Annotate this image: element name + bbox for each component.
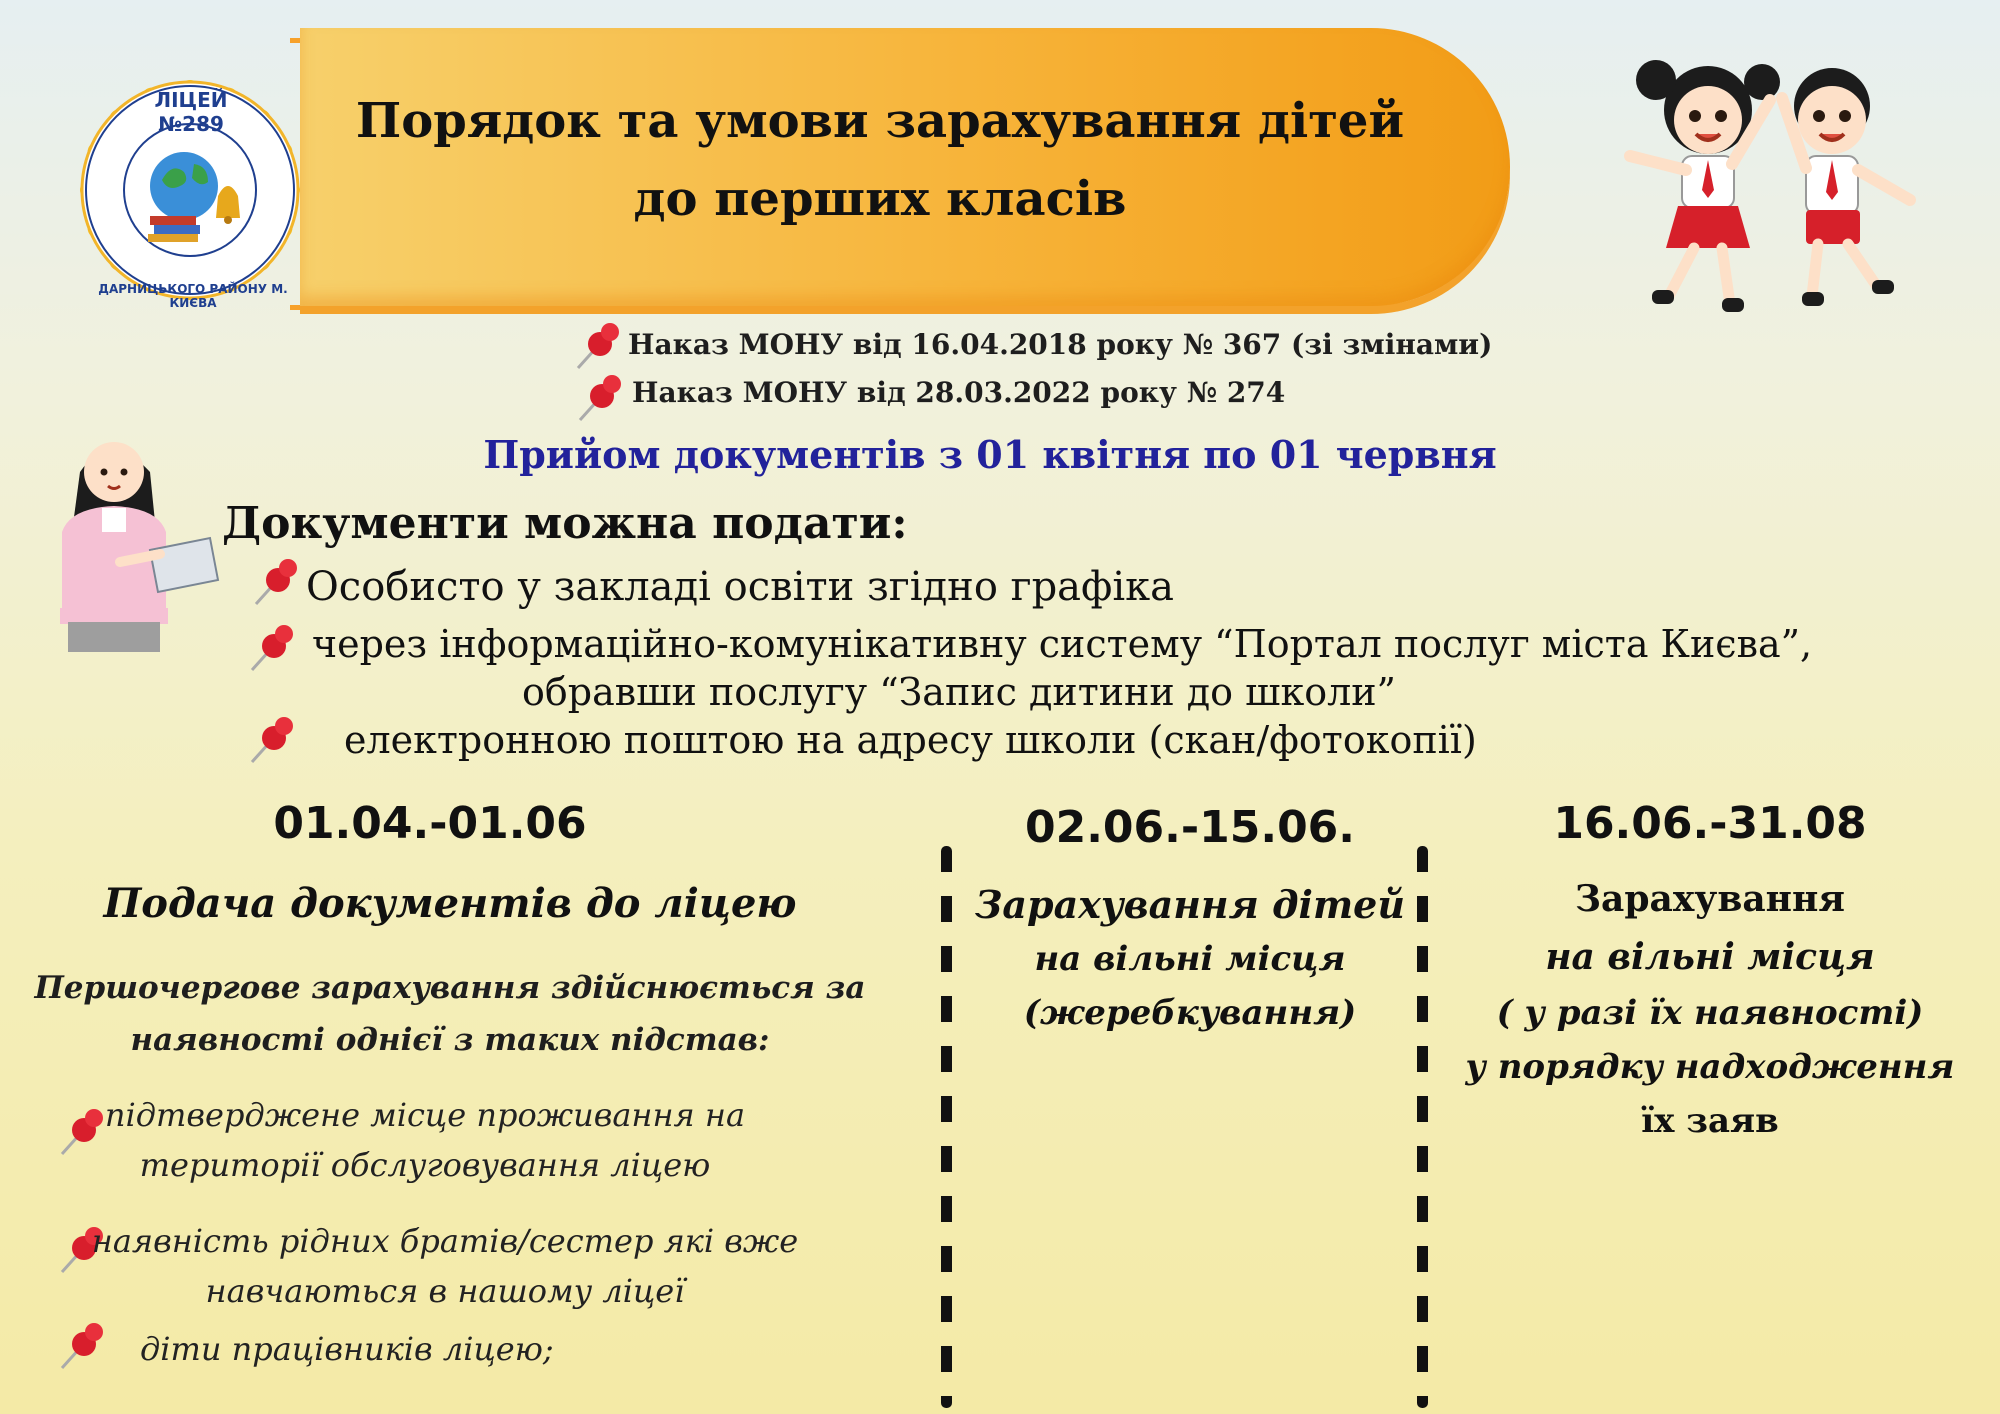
logo-title: ЛІЦЕЙ №289 (154, 88, 228, 136)
basis-item-siblings-line-2: навчаються в нашому ліцеї (205, 1272, 685, 1310)
method-in-person: Особисто у закладі освіти згідно графіка (306, 564, 1174, 610)
order-1: Наказ МОНУ від 16.04.2018 року № 367 (зі змінами) (628, 328, 1493, 361)
period-3-text (1440, 870, 1980, 1148)
method-email: електронною поштою на адресу школи (скан/фотокопії) (344, 718, 1477, 762)
pushpin-icon (572, 370, 628, 426)
documents-heading: Документи можна подати: (222, 498, 908, 549)
basis-item-siblings (90, 1216, 800, 1316)
period-3-date: 16.06.-31.08 (1553, 798, 1867, 849)
period-2-line-2: на вільні місця (1034, 939, 1346, 979)
period-2-text (960, 878, 1420, 1040)
title-line-2: до перших класів (633, 171, 1127, 227)
method-portal: через інформаційно-комунікативну систему “Портал послуг міста Києва”, (312, 622, 1813, 666)
teacher-icon (50, 432, 220, 652)
basis-item-residence-line-1: підтверджене місце проживання на (104, 1096, 746, 1134)
method-portal-service: обравши послугу “Запис дитини до школи” (522, 670, 1396, 714)
basis-item-residence (90, 1090, 760, 1190)
pushpin-icon (248, 554, 304, 610)
reception-period: Прийом документів з 01 квітня по 01 червня (483, 432, 1497, 477)
divider-1 (941, 846, 952, 1408)
pushpin-icon (244, 712, 300, 768)
period-3-line-1: Зарахування (1575, 878, 1845, 920)
order-2: Наказ МОНУ від 28.03.2022 року № 274 (632, 376, 1286, 409)
pushpin-icon (244, 620, 300, 676)
period-3-line-3: ( у разі їх наявності) (1496, 993, 1924, 1033)
period-3-line-5: їх заяв (1641, 1101, 1779, 1141)
priority-basis (20, 962, 880, 1066)
period-2-date: 02.06.-15.06. (1024, 802, 1356, 853)
basis-item-siblings-line-1: наявність рідних братів/сестер які вже (91, 1222, 799, 1260)
period-3-line-2: на вільні місця (1545, 936, 1875, 978)
priority-basis-line-1: Першочергове зарахування здійснюється за (34, 970, 866, 1006)
kids-high-five-icon (1600, 40, 1930, 320)
period-3-line-4: у порядку надходження (1465, 1047, 1955, 1087)
page-title (300, 82, 1460, 238)
period-1-heading: Подача документів до ліцею (103, 880, 797, 927)
basis-item-residence-line-2: території обслуговування ліцею (139, 1146, 711, 1184)
pushpin-icon (54, 1318, 110, 1374)
period-2-line-3: (жеребкування) (1023, 993, 1357, 1033)
priority-basis-line-2: наявності однієї з таких підстав: (130, 1022, 770, 1058)
title-line-1: Порядок та умови зарахування дітей (355, 93, 1405, 149)
pushpin-icon (570, 318, 626, 374)
period-2-line-1: Зарахування дітей (975, 882, 1405, 927)
period-1-date: 01.04.-01.06 (273, 798, 587, 849)
logo-subtitle: ДАРНИЦЬКОГО РАЙОНУ М. КИЄВА (98, 282, 288, 310)
basis-item-staff-children: діти працівників ліцею; (140, 1330, 554, 1368)
